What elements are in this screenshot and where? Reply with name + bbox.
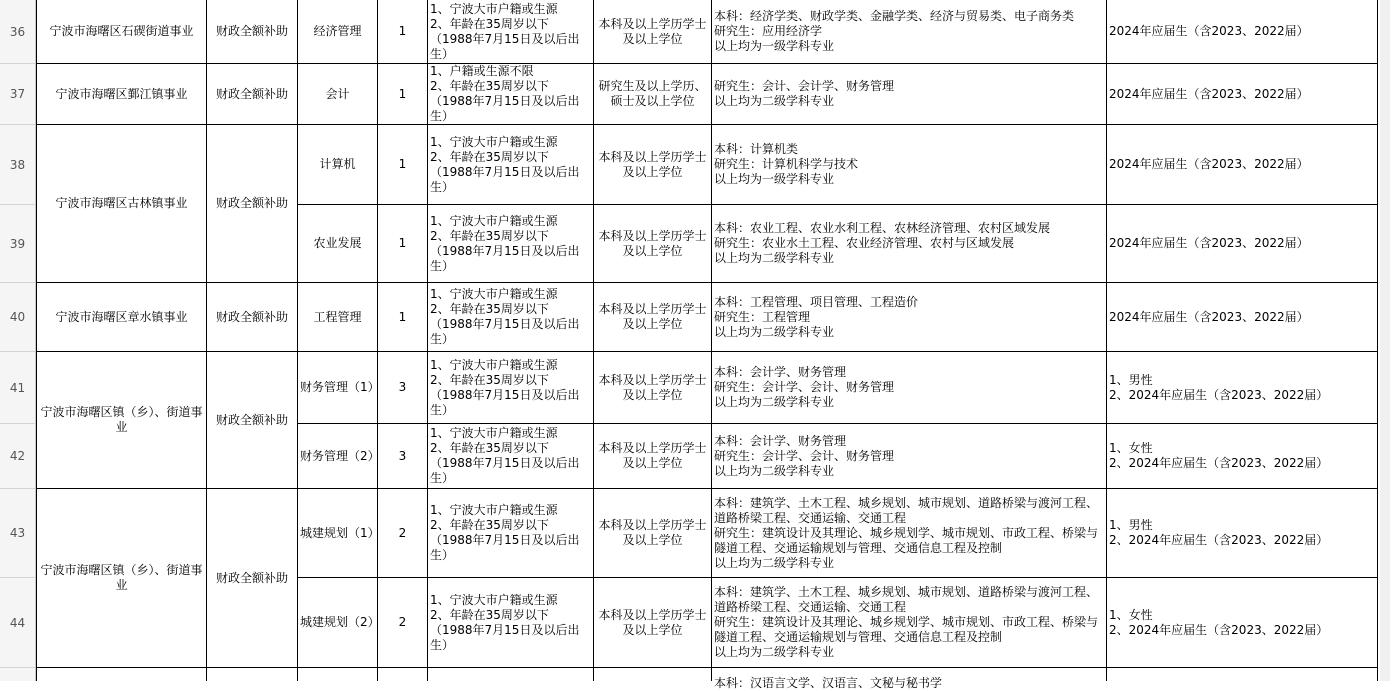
conditions-cell[interactable] (428, 489, 594, 578)
conditions-cell-text: 1、宁波大市户籍或生源 2、年龄在35周岁以下（1988年7月15日及以后出生） (430, 592, 580, 652)
major-cell-text: 本科：会计学、财务管理 研究生：会计学、会计、财务管理 以上均为二级学科专业 (714, 433, 895, 478)
conditions-cell[interactable] (428, 64, 594, 125)
row-number[interactable]: 40 (0, 283, 35, 352)
count-cell-text: 2 (398, 525, 407, 540)
employer-cell[interactable] (36, 0, 207, 64)
conditions-cell-text: 1、宁波大市户籍或生源 2、年龄在35周岁以下（1988年7月15日及以后出生） (430, 503, 580, 562)
post-cell[interactable] (298, 489, 378, 578)
partial-row-cell[interactable] (1107, 668, 1378, 681)
count-cell-text: 1 (398, 157, 407, 171)
count-cell[interactable] (378, 205, 428, 283)
conditions-cell-text: 1、宁波大市户籍或生源 2、年龄在35周岁以下（1988年7月15日及以后出生） (430, 1, 580, 61)
education-cell-text: 本科及以上学历学士及以上学位 (598, 441, 707, 470)
other-cell-text: 1、男性 2、2024年应届生（含2023、2022届） (1109, 372, 1329, 402)
major-cell-text: 本科：建筑学、土木工程、城乡规划、城市规划、道路桥梁与渡河工程、道路桥梁工程、交通运输、交通工程 研究生：建筑设计及其理论、城乡规划学、城市规划、市政工程、桥梁与隧道工程、交通运输规划与管理、交通信息工程及控制 以上均为二级学科专业 (714, 585, 1099, 659)
conditions-cell[interactable] (428, 424, 594, 489)
conditions-cell-text: 1、宁波大市户籍或生源 2、年龄在35周岁以下（1988年7月15日及以后出生） (430, 134, 580, 194)
major-cell[interactable] (712, 489, 1107, 578)
other-cell[interactable] (1107, 424, 1378, 489)
major-cell[interactable] (712, 0, 1107, 64)
partial-row-cell[interactable] (594, 668, 712, 681)
count-cell[interactable] (378, 125, 428, 205)
major-cell[interactable] (712, 64, 1107, 125)
conditions-cell[interactable] (428, 283, 594, 352)
partial-row-cell[interactable] (712, 668, 1107, 690)
funding-cell-text: 财政全额补助 (215, 86, 288, 101)
row-number[interactable]: 39 (0, 205, 35, 283)
employer-cell[interactable] (36, 125, 207, 283)
other-cell-text: 2024年应届生（含2023、2022届） (1109, 309, 1309, 324)
post-cell-text: 财务管理（1） (300, 380, 380, 394)
partial-row-cell[interactable] (207, 668, 298, 681)
education-cell[interactable] (594, 489, 712, 578)
major-cell[interactable] (712, 283, 1107, 352)
row-number-partial[interactable] (0, 668, 35, 681)
major-cell[interactable] (712, 125, 1107, 205)
post-cell[interactable] (298, 0, 378, 64)
employer-cell-text: 宁波市海曙区章水镇事业 (55, 309, 188, 324)
other-cell-text: 2024年应届生（含2023、2022届） (1109, 236, 1309, 250)
partial-row-cell[interactable] (428, 668, 594, 681)
other-cell[interactable] (1107, 0, 1378, 64)
other-cell-text: 1、女性 2、2024年应届生（含2023、2022届） (1109, 441, 1329, 470)
conditions-cell-text: 1、宁波大市户籍或生源 2、年龄在35周岁以下（1988年7月15日及以后出生） (430, 287, 580, 346)
employer-cell-text: 宁波市海曙区镇（乡）、街道事业 (40, 563, 203, 592)
funding-cell[interactable] (207, 352, 298, 489)
count-cell-text: 2 (398, 615, 407, 629)
other-cell[interactable] (1107, 352, 1378, 424)
education-cell-text: 本科及以上学历学士及以上学位 (598, 607, 707, 637)
education-cell[interactable] (594, 578, 712, 668)
education-cell-text: 本科及以上学历学士及以上学位 (598, 149, 707, 179)
employer-cell-text: 宁波市海曙区镇（乡）、街道事业 (40, 405, 203, 434)
other-cell[interactable] (1107, 205, 1378, 283)
other-cell-text: 1、女性 2、2024年应届生（含2023、2022届） (1109, 607, 1329, 637)
post-cell-text: 财务管理（2） (300, 448, 380, 463)
other-cell[interactable] (1107, 489, 1378, 578)
funding-cell-text: 财政全额补助 (215, 412, 288, 427)
row-number[interactable]: 44 (0, 578, 35, 668)
post-cell[interactable] (298, 283, 378, 352)
major-cell[interactable] (712, 578, 1107, 668)
conditions-cell[interactable] (428, 205, 594, 283)
conditions-cell-text: 1、宁波大市户籍或生源 2、年龄在35周岁以下（1988年7月15日及以后出生） (430, 357, 580, 417)
spreadsheet-grid[interactable] (36, 0, 1378, 690)
conditions-cell[interactable] (428, 125, 594, 205)
conditions-cell[interactable] (428, 578, 594, 668)
other-cell-text: 1、男性 2、2024年应届生（含2023、2022届） (1109, 518, 1329, 547)
major-cell-text: 本科：计算机类 研究生：计算机科学与技术 以上均为一级学科专业 (714, 142, 859, 186)
employer-cell-text: 宁波市海曙区鄞江镇事业 (55, 86, 188, 101)
partial-row-major-text: 本科：汉语言文学、汉语言、文秘与秘书学 (714, 676, 943, 690)
other-cell[interactable] (1107, 125, 1378, 205)
employer-cell[interactable] (36, 283, 207, 352)
conditions-cell-text: 1、宁波大市户籍或生源 2、年龄在35周岁以下（1988年7月15日及以后出生） (430, 426, 580, 485)
education-cell-text: 研究生及以上学历、硕士及以上学位 (598, 79, 707, 108)
count-cell[interactable] (378, 283, 428, 352)
education-cell-text: 本科及以上学历学士及以上学位 (598, 372, 707, 402)
education-cell-text: 本科及以上学历学士及以上学位 (598, 16, 707, 46)
funding-cell-text: 财政全额补助 (215, 24, 288, 38)
major-cell[interactable] (712, 424, 1107, 489)
other-cell[interactable] (1107, 578, 1378, 668)
other-cell[interactable] (1107, 283, 1378, 352)
conditions-cell-text: 1、宁波大市户籍或生源 2、年龄在35周岁以下（1988年7月15日及以后出生） (430, 213, 580, 273)
funding-cell-text: 财政全额补助 (215, 309, 288, 324)
employer-cell[interactable] (36, 64, 207, 125)
funding-cell[interactable] (207, 0, 298, 64)
post-cell[interactable] (298, 578, 378, 668)
count-cell[interactable] (378, 352, 428, 424)
post-cell-text: 城建规划（2） (300, 615, 380, 629)
partial-row-cell[interactable] (378, 668, 428, 681)
education-cell[interactable] (594, 125, 712, 205)
post-cell-text: 计算机 (319, 157, 356, 171)
count-cell-text: 1 (398, 24, 407, 38)
post-cell[interactable] (298, 64, 378, 125)
other-cell[interactable] (1107, 64, 1378, 125)
post-cell-text: 城建规划（1） (300, 525, 380, 540)
row-number[interactable]: 36 (0, 0, 35, 64)
employer-cell-text: 宁波市海曙区古林镇事业 (55, 196, 188, 210)
other-cell-text: 2024年应届生（含2023、2022届） (1109, 86, 1309, 101)
funding-cell-text: 财政全额补助 (215, 570, 288, 585)
post-cell-text: 经济管理 (313, 24, 362, 38)
conditions-cell[interactable] (428, 352, 594, 424)
post-cell-text: 会计 (325, 86, 350, 101)
row-number[interactable]: 41 (0, 352, 35, 424)
employer-cell[interactable] (36, 489, 207, 668)
count-cell-text: 1 (398, 86, 407, 101)
employer-cell[interactable] (36, 352, 207, 489)
education-cell[interactable] (594, 283, 712, 352)
row-number[interactable]: 38 (0, 125, 35, 205)
other-cell-text: 2024年应届生（含2023、2022届） (1109, 157, 1309, 171)
post-cell[interactable] (298, 205, 378, 283)
post-cell-text: 工程管理 (313, 309, 362, 324)
post-cell[interactable] (298, 125, 378, 205)
education-cell-text: 本科及以上学历学士及以上学位 (598, 302, 707, 331)
conditions-cell[interactable] (428, 0, 594, 64)
major-cell[interactable] (712, 352, 1107, 424)
count-cell-text: 3 (398, 380, 407, 394)
major-cell[interactable] (712, 205, 1107, 283)
funding-cell-text: 财政全额补助 (215, 196, 288, 210)
education-cell[interactable] (594, 64, 712, 125)
education-cell-text: 本科及以上学历学士及以上学位 (598, 518, 707, 547)
employer-cell-text: 宁波市海曙区石碶街道事业 (49, 24, 194, 38)
major-cell-text: 本科：建筑学、土木工程、城乡规划、城市规划、道路桥梁与渡河工程、道路桥梁工程、交通运输、交通工程 研究生：建筑设计及其理论、城乡规划学、城市规划、市政工程、桥梁与隧道工程、交通运输规划与管理、交通信息工程及控制 以上均为二级学科专业 (714, 495, 1099, 570)
post-cell[interactable] (298, 424, 378, 489)
education-cell[interactable] (594, 205, 712, 283)
major-cell-text: 本科：会计学、财务管理 研究生：会计学、会计、财务管理 以上均为二级学科专业 (714, 365, 895, 409)
major-cell-text: 本科：农业工程、农业水利工程、农林经济管理、农村区域发展 研究生：农业水土工程、农业经济管理、农村与区域发展 以上均为二级学科专业 (714, 221, 1051, 265)
funding-cell[interactable] (207, 489, 298, 668)
other-cell-text: 2024年应届生（含2023、2022届） (1109, 24, 1309, 38)
education-cell[interactable] (594, 0, 712, 64)
count-cell-text: 3 (398, 448, 407, 463)
row-header-column (0, 0, 36, 681)
funding-cell[interactable] (207, 125, 298, 283)
count-cell-text: 1 (398, 236, 407, 250)
education-cell-text: 本科及以上学历学士及以上学位 (598, 228, 707, 258)
count-cell[interactable] (378, 578, 428, 668)
count-cell-text: 1 (398, 309, 407, 324)
count-cell[interactable] (378, 424, 428, 489)
count-cell[interactable] (378, 64, 428, 125)
count-cell[interactable] (378, 0, 428, 64)
row-number[interactable]: 37 (0, 64, 35, 125)
major-cell-text: 本科：工程管理、项目管理、工程造价 研究生：工程管理 以上均为二级学科专业 (714, 294, 919, 339)
count-cell[interactable] (378, 489, 428, 578)
post-cell-text: 农业发展 (313, 236, 362, 250)
funding-cell[interactable] (207, 283, 298, 352)
major-cell-text: 本科：经济学类、财政学类、金融学类、经济与贸易类、电子商务类 研究生：应用经济学 以上均为一级学科专业 (714, 9, 1075, 53)
conditions-cell-text: 1、户籍或生源不限 2、年龄在35周岁以下（1988年7月15日及以后出生） (430, 64, 580, 123)
major-cell-text: 研究生：会计、会计学、财务管理 以上均为二级学科专业 (714, 79, 895, 108)
vertical-scrollbar[interactable] (1380, 0, 1390, 681)
row-number[interactable]: 43 (0, 489, 35, 578)
education-cell[interactable] (594, 424, 712, 489)
row-number[interactable]: 42 (0, 424, 35, 489)
partial-row-cell[interactable] (298, 668, 378, 681)
post-cell[interactable] (298, 352, 378, 424)
education-cell[interactable] (594, 352, 712, 424)
partial-row-cell[interactable] (36, 668, 207, 681)
funding-cell[interactable] (207, 64, 298, 125)
